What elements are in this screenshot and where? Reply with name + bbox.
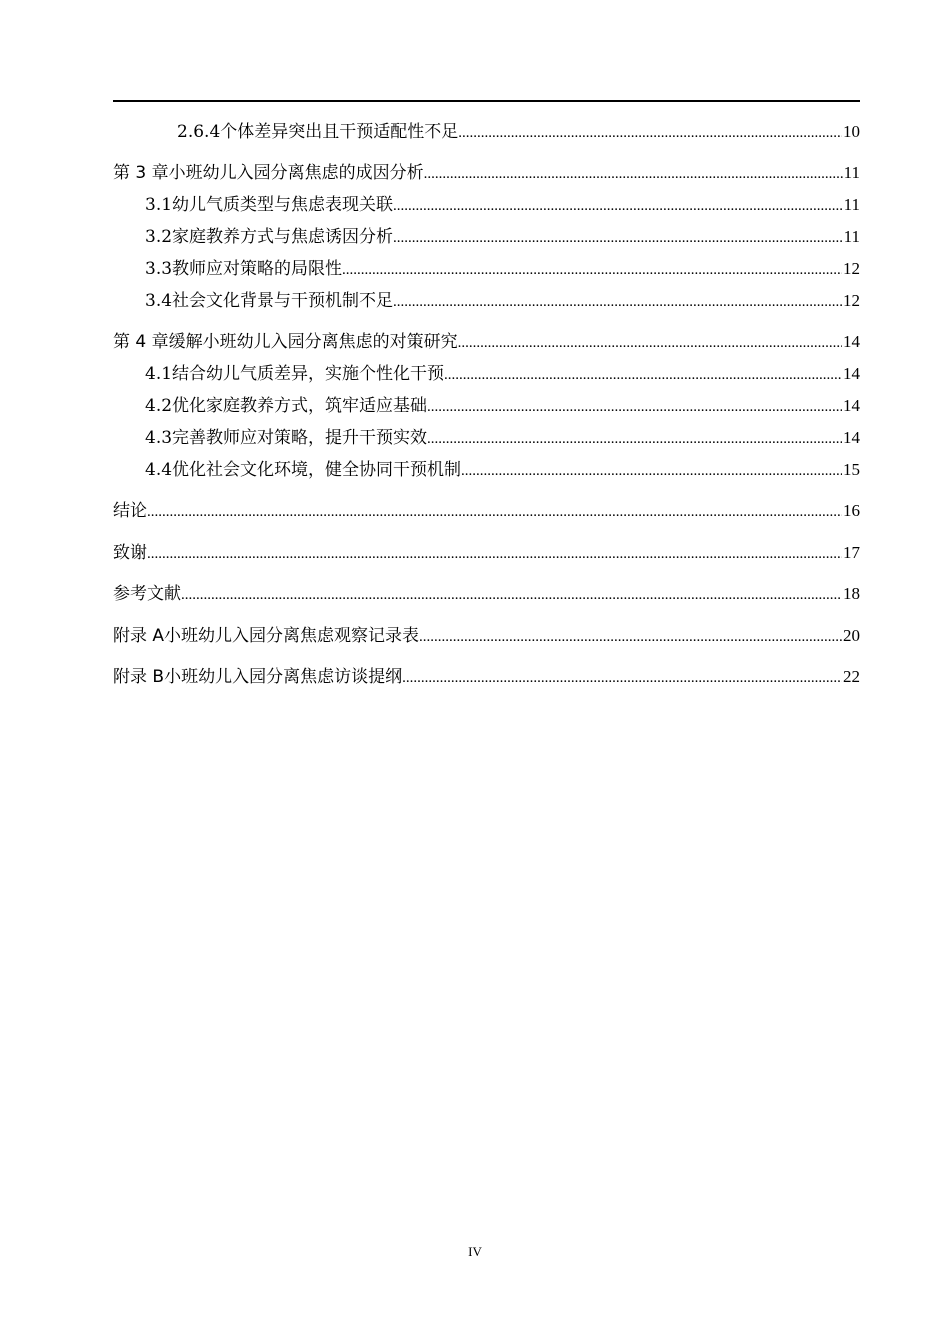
toc-entry-title: 缓解小班幼儿入园分离焦虑的对策研究	[168, 332, 458, 352]
toc-entry-acknowledgements[interactable]	[113, 539, 860, 567]
toc-entry-title: 幼儿气质类型与焦虑表现关联	[172, 195, 394, 215]
toc-entry-page: 14	[843, 364, 860, 383]
toc-entry-4-3[interactable]	[113, 424, 860, 452]
toc-entry-number: 第 4 章	[113, 332, 169, 352]
toc-entry-number: 3.4	[145, 291, 173, 311]
toc-entry-3-2[interactable]	[113, 223, 860, 251]
toc-entry-chapter-4[interactable]	[113, 328, 860, 356]
toc-entry-title: 个体差异突出且干预适配性不足	[220, 122, 459, 142]
toc-entry-title: 优化社会文化环境，健全协同干预机制	[172, 460, 462, 480]
toc-entry-appendix-b[interactable]	[113, 663, 860, 691]
toc-leader-dots	[458, 329, 842, 357]
toc-entry-4-1[interactable]	[113, 360, 860, 388]
toc-entry-title: 小班幼儿入园分离焦虑的成因分析	[168, 163, 424, 183]
toc-leader-dots	[458, 119, 842, 147]
toc-entry-title: 完善教师应对策略，提升干预实效	[172, 428, 428, 448]
toc-entry-title: 优化家庭教养方式，筑牢适应基础	[172, 396, 428, 416]
toc-entry-number: 2.6.4	[177, 122, 221, 142]
toc-entry-references[interactable]	[113, 580, 860, 608]
toc-entry-number: 3.3	[145, 259, 173, 279]
toc-entry-conclusion[interactable]	[113, 497, 860, 525]
toc-entry-number: 3.2	[145, 227, 173, 247]
toc-entry-title: 致谢	[113, 543, 147, 563]
page-number: IV	[468, 1244, 482, 1259]
toc-entry-number: 第 3 章	[113, 163, 169, 183]
toc-entry-page: 20	[843, 626, 860, 645]
toc-entry-title: 家庭教养方式与焦虑诱因分析	[172, 227, 394, 247]
toc-entry-number: 4.3	[145, 428, 173, 448]
toc-entry-number: 附录 A	[113, 626, 165, 646]
toc-entry-title: 教师应对策略的局限性	[172, 259, 343, 279]
toc-entry-title: 社会文化背景与干预机制不足	[172, 291, 394, 311]
toc-entry-number: 4.1	[145, 364, 173, 384]
toc-entry-number: 4.2	[145, 396, 173, 416]
toc-leader-dots	[393, 288, 842, 316]
toc-entry-3-3[interactable]	[113, 255, 860, 283]
toc-entry-page: 17	[843, 543, 860, 562]
toc-entry-title: 小班幼儿入园分离焦虑访谈提纲	[164, 667, 403, 687]
toc-entry-appendix-a[interactable]	[113, 622, 860, 650]
toc-leader-dots	[427, 393, 842, 421]
toc-entry-page: 11	[843, 163, 860, 182]
toc-entry-page: 12	[843, 291, 860, 310]
toc-leader-dots	[461, 457, 842, 485]
toc-entry-title: 参考文献	[113, 584, 181, 604]
toc-entry-number: 4.4	[145, 460, 173, 480]
toc-entry-4-2[interactable]	[113, 392, 860, 420]
toc-entry-page: 12	[843, 259, 860, 278]
toc-entry-4-4[interactable]	[113, 456, 860, 484]
toc-entry-title: 结论	[113, 501, 147, 521]
toc-leader-dots	[147, 498, 842, 526]
toc-entry-page: 10	[843, 122, 860, 141]
toc-entry-title: 结合幼儿气质差异，实施个性化干预	[172, 364, 445, 384]
toc-entry-title: 小班幼儿入园分离焦虑观察记录表	[164, 626, 420, 646]
toc-entry-page: 14	[843, 396, 860, 415]
toc-leader-dots	[427, 425, 842, 453]
toc-leader-dots	[181, 581, 842, 609]
toc-leader-dots	[444, 361, 842, 389]
toc-entry-number: 3.1	[145, 195, 173, 215]
toc-entry-page: 15	[843, 460, 860, 479]
toc-leader-dots	[393, 192, 843, 220]
toc-entry-chapter-3[interactable]	[113, 159, 860, 187]
toc-entry-page: 16	[843, 501, 860, 520]
toc-entry-3-1[interactable]	[113, 191, 860, 219]
toc-entry-page: 11	[843, 195, 860, 214]
toc-leader-dots	[424, 160, 843, 188]
toc-entry-3-4[interactable]	[113, 287, 860, 315]
toc-leader-dots	[147, 540, 842, 568]
header-rule	[113, 100, 860, 102]
toc-entry-2-6-4[interactable]	[113, 118, 860, 146]
toc-leader-dots	[342, 256, 842, 284]
toc-entry-number: 附录 B	[113, 667, 165, 687]
toc-leader-dots	[393, 224, 843, 252]
toc-entry-page: 11	[843, 227, 860, 246]
toc-leader-dots	[402, 664, 842, 692]
toc-entry-page: 14	[843, 332, 860, 351]
toc-leader-dots	[419, 623, 842, 651]
toc-entry-page: 14	[843, 428, 860, 447]
toc-entry-page: 22	[843, 667, 860, 686]
toc-entry-page: 18	[843, 584, 860, 603]
